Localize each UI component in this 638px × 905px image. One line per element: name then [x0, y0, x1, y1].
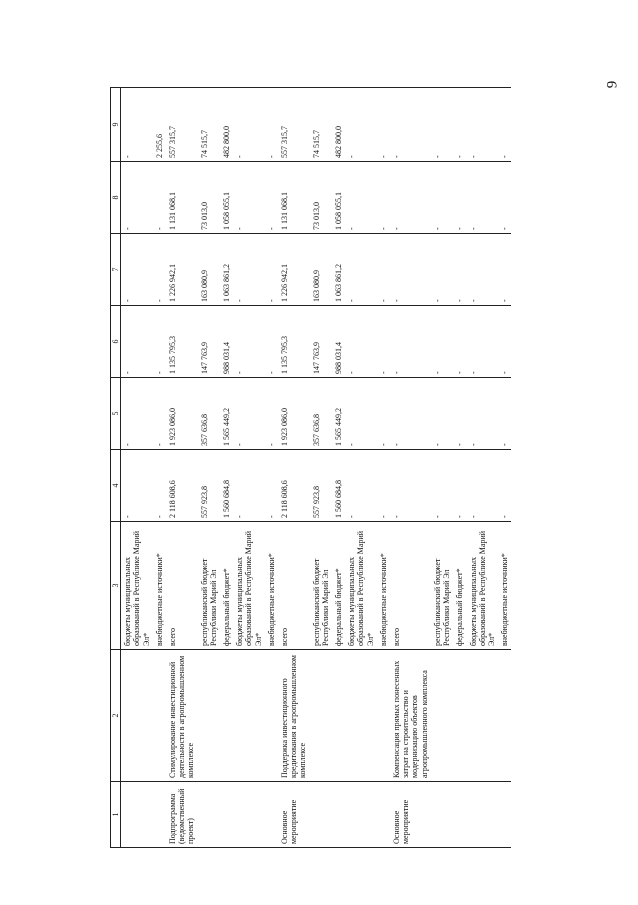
table-row [278, 88, 310, 848]
amount-cell: - [467, 234, 499, 306]
amount-cell: - [431, 450, 453, 522]
program-name-cell [377, 650, 390, 782]
amount-cell: - [467, 88, 499, 162]
amount-cell: - [153, 378, 166, 450]
amount-cell: - [390, 234, 431, 306]
amount-cell: - [498, 88, 511, 162]
funding-source-cell: внебюджетные источники* [498, 522, 511, 650]
program-level-cell [467, 782, 499, 848]
table-row [121, 88, 153, 848]
funding-source-cell: федеральный бюджет* [332, 522, 345, 650]
amount-cell: 1 560 684,8 [332, 450, 345, 522]
amount-cell: - [153, 162, 166, 234]
amount-cell: 557 923,8 [310, 450, 332, 522]
program-name-cell [310, 650, 332, 782]
amount-cell: - [431, 378, 453, 450]
amount-cell: 1 063 861,2 [332, 234, 345, 306]
program-name-cell [121, 650, 153, 782]
funding-source-cell: всего [390, 522, 431, 650]
amount-cell: - [121, 88, 153, 162]
amount-cell: - [453, 162, 466, 234]
amount-cell: 2 255,6 [153, 88, 166, 162]
amount-cell: 1 135 795,3 [278, 306, 310, 378]
amount-cell: - [233, 450, 265, 522]
amount-cell: - [265, 88, 278, 162]
table-row [453, 88, 466, 848]
amount-cell: 147 763,9 [198, 306, 220, 378]
program-name-cell [153, 650, 166, 782]
program-name-cell: Компенсация прямых понесенных затрат на строительство и модернизацию объектов агропромышленного комплекса [390, 650, 431, 782]
amount-cell: 482 800,0 [220, 88, 233, 162]
header-row [111, 88, 121, 848]
program-name-cell [498, 650, 511, 782]
header-cell: 1 [111, 782, 121, 848]
amount-cell: - [265, 234, 278, 306]
amount-cell: 73 013,0 [310, 162, 332, 234]
header-cell: 7 [111, 234, 121, 306]
program-level-cell [220, 782, 233, 848]
program-name-cell: Поддержка инвестиционного кредитования в агропромышленном комплексе [278, 650, 310, 782]
amount-cell: - [390, 378, 431, 450]
amount-cell: - [390, 306, 431, 378]
amount-cell: - [498, 450, 511, 522]
amount-cell: - [345, 234, 377, 306]
program-level-cell [345, 782, 377, 848]
amount-cell: - [453, 306, 466, 378]
amount-cell: - [467, 378, 499, 450]
header-cell: 9 [111, 88, 121, 162]
funding-source-cell: внебюджетные источники* [377, 522, 390, 650]
amount-cell: - [377, 378, 390, 450]
amount-cell: 1 058 055,1 [220, 162, 233, 234]
funding-source-cell: всего [278, 522, 310, 650]
table-row [233, 88, 265, 848]
program-name-cell [233, 650, 265, 782]
table-row [332, 88, 345, 848]
header-cell: 8 [111, 162, 121, 234]
amount-cell: 2 118 608,6 [166, 450, 198, 522]
amount-cell: - [453, 378, 466, 450]
funding-source-cell: внебюджетные источники* [265, 522, 278, 650]
amount-cell: 357 636,8 [198, 378, 220, 450]
amount-cell: 988 031,4 [332, 306, 345, 378]
budget-table [110, 87, 511, 848]
amount-cell: 557 923,8 [198, 450, 220, 522]
amount-cell: - [153, 234, 166, 306]
program-level-cell [431, 782, 453, 848]
amount-cell: 1 131 068,1 [166, 162, 198, 234]
program-level-cell: Основное мероприятие [278, 782, 310, 848]
funding-source-cell: республиканский бюджет Республики Марий Эл [198, 522, 220, 650]
funding-source-cell: бюджеты муниципальных образований в Республике Марий Эл* [233, 522, 265, 650]
program-level-cell [332, 782, 345, 848]
amount-cell: 147 763,9 [310, 306, 332, 378]
table-row [265, 88, 278, 848]
rotated-table-page [110, 88, 610, 848]
amount-cell: - [233, 378, 265, 450]
amount-cell: - [233, 234, 265, 306]
amount-cell: - [377, 234, 390, 306]
amount-cell: - [467, 162, 499, 234]
amount-cell: - [345, 450, 377, 522]
table-row [198, 88, 220, 848]
amount-cell: 1 923 086,0 [166, 378, 198, 450]
table-row [166, 88, 198, 848]
amount-cell: - [121, 162, 153, 234]
funding-source-cell: бюджеты муниципальных образований в Республике Марий Эл* [467, 522, 499, 650]
amount-cell: - [453, 450, 466, 522]
amount-cell: 163 080,9 [198, 234, 220, 306]
program-level-cell [310, 782, 332, 848]
program-level-cell [233, 782, 265, 848]
amount-cell: - [121, 306, 153, 378]
amount-cell: - [377, 162, 390, 234]
header-cell: 2 [111, 650, 121, 782]
header-cell: 3 [111, 522, 121, 650]
amount-cell: - [467, 306, 499, 378]
amount-cell: 1 565 449,2 [220, 378, 233, 450]
amount-cell: 557 315,7 [166, 88, 198, 162]
amount-cell: 1 226 942,1 [278, 234, 310, 306]
amount-cell: - [233, 88, 265, 162]
amount-cell: 1 058 055,1 [332, 162, 345, 234]
amount-cell: - [345, 162, 377, 234]
amount-cell: - [467, 450, 499, 522]
amount-cell: 74 515,7 [310, 88, 332, 162]
amount-cell: - [431, 162, 453, 234]
program-level-cell [453, 782, 466, 848]
program-name-cell [220, 650, 233, 782]
amount-cell: - [453, 234, 466, 306]
program-level-cell [265, 782, 278, 848]
amount-cell: - [498, 234, 511, 306]
table-row [220, 88, 233, 848]
amount-cell: 1 226 942,1 [166, 234, 198, 306]
program-level-cell [377, 782, 390, 848]
program-name-cell [453, 650, 466, 782]
funding-source-cell: республиканский бюджет Республики Марий Эл [310, 522, 332, 650]
program-level-cell: Подпрограмма (ведомственный проект) [166, 782, 198, 848]
amount-cell: - [431, 88, 453, 162]
amount-cell: - [265, 450, 278, 522]
program-name-cell [431, 650, 453, 782]
funding-source-cell: федеральный бюджет* [220, 522, 233, 650]
program-name-cell [332, 650, 345, 782]
amount-cell: - [265, 306, 278, 378]
table-row [390, 88, 431, 848]
table-row [377, 88, 390, 848]
program-name-cell: Стимулирование инвестиционной деятельности в агропромышленном комплексе [166, 650, 198, 782]
amount-cell: 1 923 086,0 [278, 378, 310, 450]
header-cell: 4 [111, 450, 121, 522]
program-level-cell [153, 782, 166, 848]
amount-cell: - [121, 378, 153, 450]
amount-cell: - [498, 162, 511, 234]
funding-source-cell: внебюджетные источники* [153, 522, 166, 650]
amount-cell: - [345, 88, 377, 162]
amount-cell: 1 135 795,3 [166, 306, 198, 378]
amount-cell: 482 800,0 [332, 88, 345, 162]
funding-source-cell: республиканский бюджет Республики Марий Эл [431, 522, 453, 650]
amount-cell: - [377, 88, 390, 162]
amount-cell: - [453, 88, 466, 162]
header-cell: 6 [111, 306, 121, 378]
amount-cell: - [390, 162, 431, 234]
program-name-cell [198, 650, 220, 782]
amount-cell: 357 636,8 [310, 378, 332, 450]
amount-cell: - [377, 450, 390, 522]
table-row [310, 88, 332, 848]
table-row [467, 88, 499, 848]
amount-cell: 2 118 608,6 [278, 450, 310, 522]
amount-cell: 1 560 684,8 [220, 450, 233, 522]
program-name-cell [467, 650, 499, 782]
table-row [431, 88, 453, 848]
amount-cell: - [153, 450, 166, 522]
page-number: 9 [604, 80, 621, 89]
amount-cell: - [390, 88, 431, 162]
amount-cell: - [431, 306, 453, 378]
funding-source-cell: бюджеты муниципальных образований в Республике Марий Эл* [345, 522, 377, 650]
amount-cell: - [265, 378, 278, 450]
amount-cell: - [498, 378, 511, 450]
table-row [345, 88, 377, 848]
amount-cell: - [498, 306, 511, 378]
amount-cell: - [345, 378, 377, 450]
program-level-cell [198, 782, 220, 848]
amount-cell: - [390, 450, 431, 522]
program-level-cell [498, 782, 511, 848]
amount-cell: - [121, 234, 153, 306]
amount-cell: 557 315,7 [278, 88, 310, 162]
amount-cell: - [153, 306, 166, 378]
amount-cell: 1 063 861,2 [220, 234, 233, 306]
amount-cell: 1 565 449,2 [332, 378, 345, 450]
funding-source-cell: всего [166, 522, 198, 650]
header-cell: 5 [111, 378, 121, 450]
amount-cell: 1 131 068,1 [278, 162, 310, 234]
table-row [153, 88, 166, 848]
amount-cell: - [121, 450, 153, 522]
amount-cell: - [233, 306, 265, 378]
program-name-cell [345, 650, 377, 782]
funding-source-cell: бюджеты муниципальных образований в Республике Марий Эл* [121, 522, 153, 650]
funding-source-cell: федеральный бюджет* [453, 522, 466, 650]
amount-cell: 74 515,7 [198, 88, 220, 162]
amount-cell: 163 080,9 [310, 234, 332, 306]
program-level-cell [121, 782, 153, 848]
table-row [498, 88, 511, 848]
amount-cell: - [345, 306, 377, 378]
amount-cell: - [377, 306, 390, 378]
amount-cell: - [233, 162, 265, 234]
program-level-cell: Основное мероприятие [390, 782, 431, 848]
program-name-cell [265, 650, 278, 782]
amount-cell: 988 031,4 [220, 306, 233, 378]
amount-cell: - [431, 234, 453, 306]
amount-cell: 73 013,0 [198, 162, 220, 234]
amount-cell: - [265, 162, 278, 234]
